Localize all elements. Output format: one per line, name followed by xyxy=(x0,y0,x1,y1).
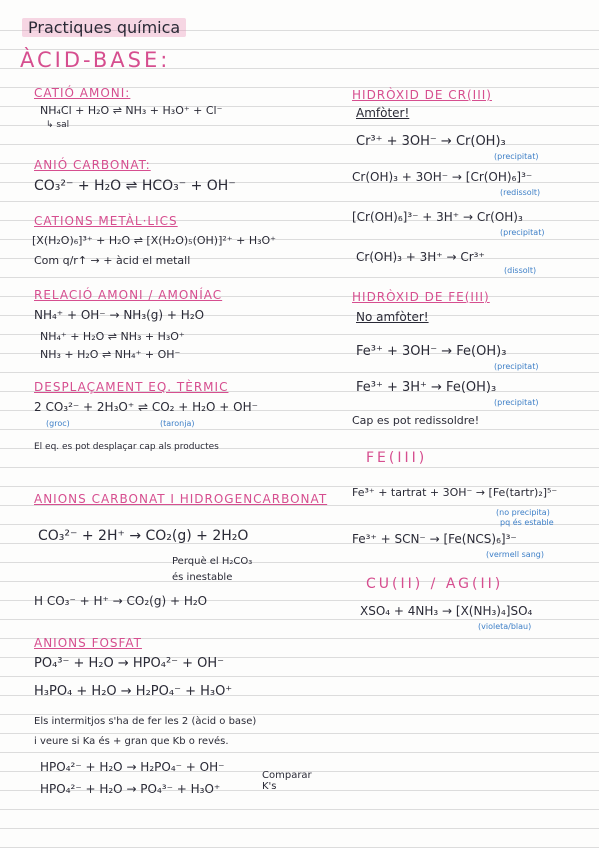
cation-amoni-eq: NH₄Cl + H₂O ⇌ NH₃ + H₃O⁺ + Cl⁻ xyxy=(40,104,223,117)
cation-amoni-header: CATIÓ AMONI: xyxy=(34,86,131,100)
desplacament-note-groc: (groc) xyxy=(46,419,70,428)
anio-carbonat-header: ANIÓ CARBONAT: xyxy=(34,158,151,172)
cations-metallics-header: CATIONS METÀL·LICS xyxy=(34,214,178,228)
anions-fosfat-compare: Comparar K's xyxy=(262,770,312,792)
relacio-eq3: NH₃ + H₂O ⇌ NH₄⁺ + OH⁻ xyxy=(40,348,181,361)
hidroxid-cr-note4: (dissolt) xyxy=(504,266,537,275)
anions-fosfat-eq3: HPO₄²⁻ + H₂O → H₂PO₄⁻ + OH⁻ xyxy=(40,760,225,774)
anions-carbonat-eq2: H CO₃⁻ + H⁺ → CO₂(g) + H₂O xyxy=(34,594,208,608)
hidroxid-fe-eq1: Fe³⁺ + 3OH⁻ → Fe(OH)₃ xyxy=(356,344,507,359)
hidroxid-cr-note3: (precipitat) xyxy=(500,228,545,237)
anions-fosfat-eq4: HPO₄²⁻ + H₂O → PO₄³⁻ + H₃O⁺ xyxy=(40,782,221,796)
hidroxid-fe-note1: (precipitat) xyxy=(494,362,539,371)
hidroxid-fe-eq2: Fe³⁺ + 3H⁺ → Fe(OH)₃ xyxy=(356,380,497,395)
hidroxid-fe-note2: (precipitat) xyxy=(494,398,539,407)
hidroxid-cr-eq4: Cr(OH)₃ + 3H⁺ → Cr³⁺ xyxy=(356,250,485,264)
desplacament-header: DESPLAÇAMENT EQ. TÈRMIC xyxy=(34,380,229,394)
anions-carbonat-header: ANIONS CARBONAT I HIDROGENCARBONAT xyxy=(34,492,328,506)
fe3-note1b: pq és estable xyxy=(500,518,554,527)
section-title: ÀCID-BASE: xyxy=(20,48,171,72)
desplacament-text: El eq. es pot desplaçar cap als productes xyxy=(34,442,219,452)
anions-fosfat-text1: Els intermitjos s'ha de fer les 2 (àcid o base) xyxy=(34,716,257,727)
anions-carbonat-note1: Perquè el H₂CO₃ xyxy=(172,556,253,567)
hidroxid-cr-header: HIDRÒXID DE CR(III) xyxy=(352,88,492,102)
relacio-eq2: NH₄⁺ + H₂O ⇌ NH₃ + H₃O⁺ xyxy=(40,330,185,343)
hidroxid-cr-eq3: [Cr(OH)₆]³⁻ + 3H⁺ → Cr(OH)₃ xyxy=(352,210,523,224)
fe3-eq1: Fe³⁺ + tartrat + 3OH⁻ → [Fe(tartr)₂]⁵⁻ xyxy=(352,486,558,499)
cations-metallics-note: Com q/r↑ → + àcid el metall xyxy=(34,254,191,267)
relacio-eq1: NH₄⁺ + OH⁻ → NH₃(g) + H₂O xyxy=(34,308,205,322)
hidroxid-cr-eq2: Cr(OH)₃ + 3OH⁻ → [Cr(OH)₆]³⁻ xyxy=(352,170,533,184)
fe3-eq2: Fe³⁺ + SCN⁻ → [Fe(NCS)₆]³⁻ xyxy=(352,532,517,546)
fe3-note2: (vermell sang) xyxy=(486,550,544,559)
relacio-header: RELACIÓ AMONI / AMONÍAC xyxy=(34,288,223,302)
anions-carbonat-eq1: CO₃²⁻ + 2H⁺ → CO₂(g) + 2H₂O xyxy=(38,528,249,544)
fe3-header: FE(III) xyxy=(366,450,428,466)
anions-fosfat-eq1: PO₄³⁻ + H₂O → HPO₄²⁻ + OH⁻ xyxy=(34,656,225,671)
hidroxid-cr-eq1: Cr³⁺ + 3OH⁻ → Cr(OH)₃ xyxy=(356,134,506,149)
fe3-note1a: (no precipita) xyxy=(496,508,550,517)
page-title: Practiques química xyxy=(22,18,186,37)
hidroxid-fe-header: HIDRÒXID DE FE(III) xyxy=(352,290,490,304)
cations-metallics-eq: [X(H₂O)₆]³⁺ + H₂O ⇌ [X(H₂O)₅(OH)]²⁺ + H₃O⁺ xyxy=(32,234,276,247)
hidroxid-cr-sub: Amfòter! xyxy=(356,106,410,120)
hidroxid-cr-note1: (precipitat) xyxy=(494,152,539,161)
desplacament-note-taronja: (taronja) xyxy=(160,419,195,428)
anions-carbonat-note2: és inestable xyxy=(172,572,233,583)
hidroxid-fe-text: Cap es pot redissoldre! xyxy=(352,414,480,427)
cu-ag-eq: XSO₄ + 4NH₃ → [X(NH₃)₄]SO₄ xyxy=(360,604,533,618)
anio-carbonat-eq: CO₃²⁻ + H₂O ⇌ HCO₃⁻ + OH⁻ xyxy=(34,178,236,194)
cu-ag-header: CU(II) / AG(II) xyxy=(366,576,504,592)
hidroxid-cr-note2: (redissolt) xyxy=(500,188,541,197)
anions-fosfat-text2: i veure si Ka és + gran que Kb o revés. xyxy=(34,736,229,747)
anions-fosfat-eq2: H₃PO₄ + H₂O → H₂PO₄⁻ + H₃O⁺ xyxy=(34,684,233,699)
desplacament-eq: 2 CO₃²⁻ + 2H₃O⁺ ⇌ CO₂ + H₂O + OH⁻ xyxy=(34,400,258,414)
hidroxid-fe-sub: No amfòter! xyxy=(356,310,429,324)
cation-amoni-note: ↳ sal xyxy=(46,120,70,130)
anions-fosfat-header: ANIONS FOSFAT xyxy=(34,636,142,650)
cu-ag-note: (violeta/blau) xyxy=(478,622,532,631)
